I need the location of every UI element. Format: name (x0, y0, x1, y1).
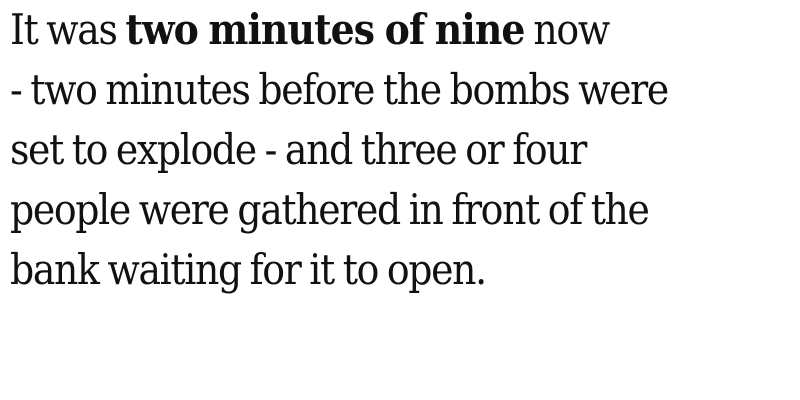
line-1-trailing-text: now (524, 5, 609, 54)
passage-line-2: - two minutes before the bombs were (10, 65, 668, 114)
text-passage (10, 0, 712, 300)
passage-line-4: people were gathered in front of the (10, 185, 649, 234)
line-1-lead-text: It was (10, 5, 126, 54)
passage-line-3: set to explode - and three or four (10, 125, 586, 174)
bold-emphasis-text: two minutes of nine (125, 5, 525, 54)
passage-line-1 (10, 0, 712, 60)
passage-line-5: bank waiting for it to open. (10, 245, 486, 294)
